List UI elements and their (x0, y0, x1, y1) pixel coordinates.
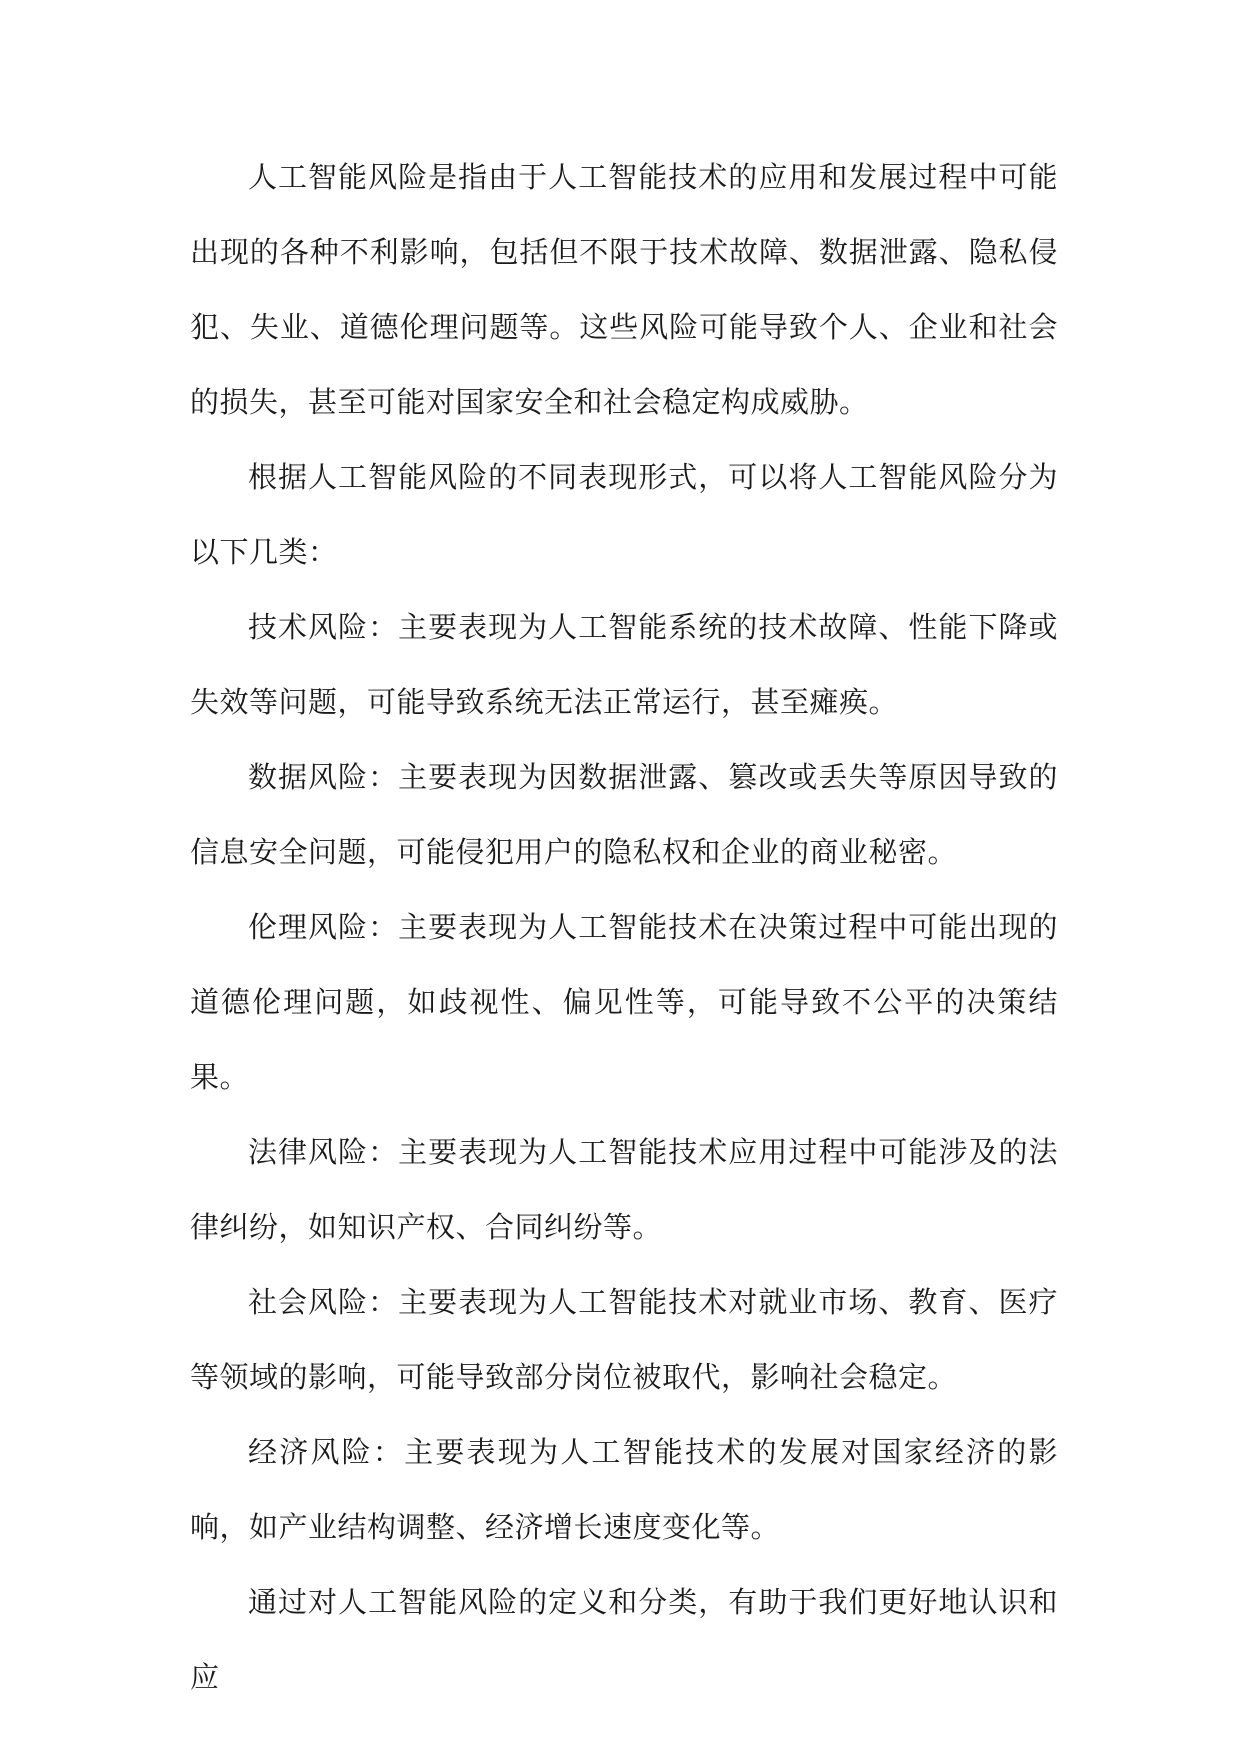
paragraph-classification-intro: 根据人工智能风险的不同表现形式，可以将人工智能风险分为以下几类： (190, 460, 1058, 569)
paragraph-legal-risk: 法律风险：主要表现为人工智能技术应用过程中可能涉及的法律纠纷，如知识产权、合同纠纷等。 (190, 1135, 1058, 1244)
paragraph-technical-risk: 技术风险：主要表现为人工智能系统的技术故障、性能下降或失效等问题，可能导致系统无法正常运行，甚至瘫痪。 (190, 610, 1058, 719)
paragraph-ethical-risk: 伦理风险：主要表现为人工智能技术在决策过程中可能出现的道德伦理问题，如歧视性、偏见性等，可能导致不公平的决策结果。 (190, 910, 1058, 1094)
paragraph-social-risk: 社会风险：主要表现为人工智能技术对就业市场、教育、医疗等领域的影响，可能导致部分岗位被取代，影响社会稳定。 (190, 1285, 1058, 1394)
paragraph-conclusion: 通过对人工智能风险的定义和分类，有助于我们更好地认识和应 (190, 1585, 1058, 1694)
paragraph-economic-risk: 经济风险：主要表现为人工智能技术的发展对国家经济的影响，如产业结构调整、经济增长速度变化等。 (190, 1435, 1058, 1544)
paragraph-definition: 人工智能风险是指由于人工智能技术的应用和发展过程中可能出现的各种不利影响，包括但不限于技术故障、数据泄露、隐私侵犯、失业、道德伦理问题等。这些风险可能导致个人、企业和社会的损失，甚至可能对国家安全和社会稳定构成威胁。 (190, 160, 1058, 419)
paragraph-data-risk: 数据风险：主要表现为因数据泄露、篡改或丢失等原因导致的信息安全问题，可能侵犯用户的隐私权和企业的商业秘密。 (190, 760, 1058, 869)
document-body (190, 140, 1058, 1715)
